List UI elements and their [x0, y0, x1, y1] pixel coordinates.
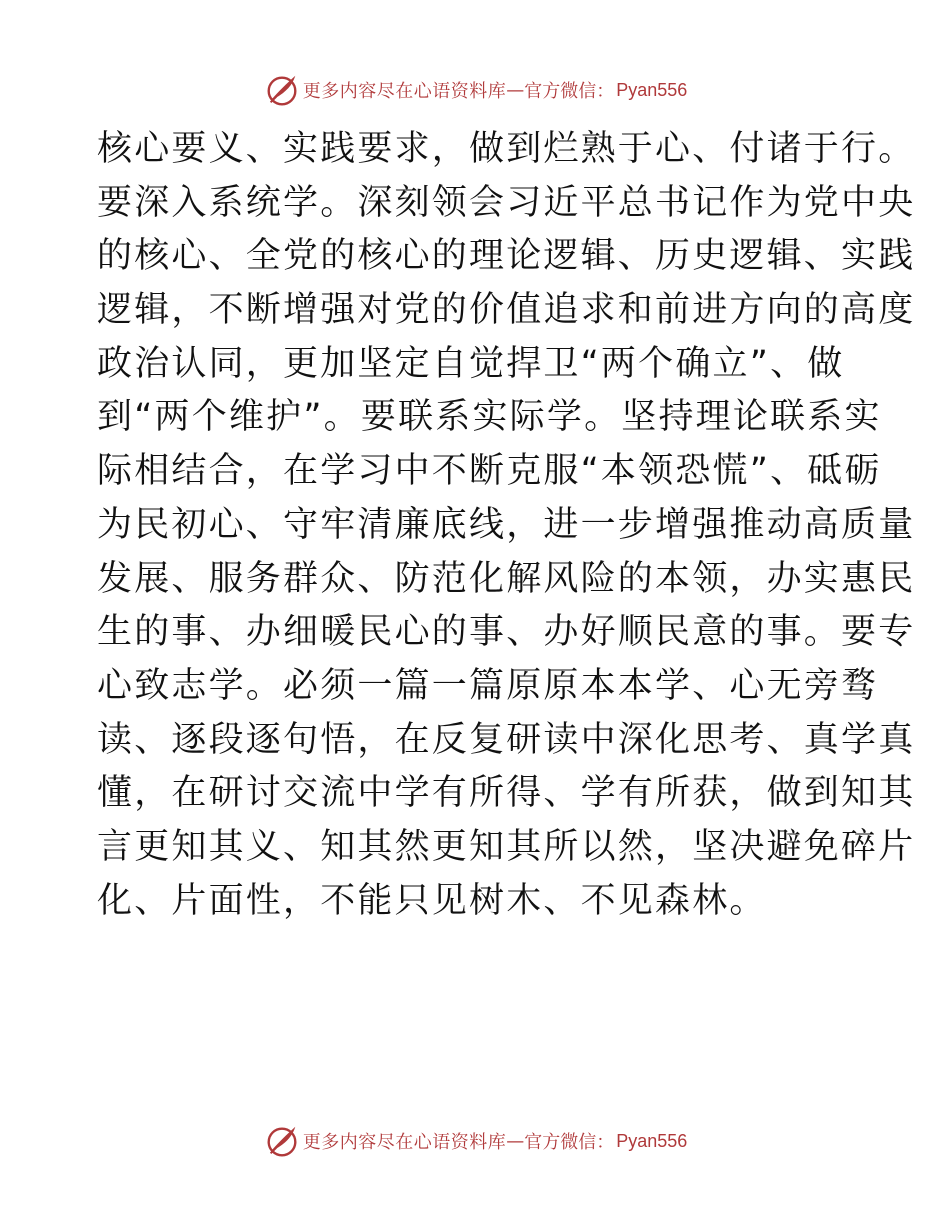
body-line: 生的事、办细暖民心的事、办好顺民意的事。要专 [97, 612, 916, 653]
watermark-wechat-label: 官方微信： [524, 1132, 615, 1153]
watermark-site-text: 更多内容尽在心语资料库 [302, 81, 507, 102]
body-line: 心致志学。必须一篇一篇原原本本学、心无旁骛 [97, 665, 879, 706]
body-line: 读、逐段逐句悟，在反复研读中深化思考、真学真 [97, 719, 916, 760]
body-line: 的核心、全党的核心的理论逻辑、历史逻辑、实践 [97, 236, 916, 277]
watermark-wechat-id: Pyan556 [616, 79, 688, 100]
footer-watermark [0, 1121, 950, 1161]
body-line: 发展、服务群众、防范化解风险的本领，办实惠民 [97, 558, 916, 599]
watermark-site-text: 更多内容尽在心语资料库 [302, 1132, 507, 1153]
body-line: 要深入系统学。深刻领会习近平总书记作为党中央 [97, 182, 916, 223]
body-line: 际相结合，在学习中不断克服“本领恐慌”、砥砺 [97, 451, 882, 492]
body-line: 言更知其义、知其然更知其所以然，坚决避免碎片 [97, 826, 916, 867]
watermark-wechat-label: 官方微信： [524, 81, 615, 102]
body-line: 化、片面性，不能只见树木、不见森林。 [97, 880, 767, 921]
document-body [97, 123, 916, 928]
quill-logo-icon [263, 71, 301, 109]
header-watermark [0, 70, 950, 110]
body-line: 核心要义、实践要求，做到烂熟于心、付诸于行。 [97, 129, 916, 169]
watermark-wechat-id: Pyan556 [616, 1130, 688, 1151]
watermark-separator: — [506, 1130, 525, 1152]
body-line: 为民初心、守牢清廉底线，进一步增强推动高质量 [97, 504, 916, 545]
quill-logo-icon [263, 1122, 301, 1160]
watermark-separator: — [506, 79, 525, 101]
body-line: 懂，在研讨交流中学有所得、学有所获，做到知其 [97, 773, 916, 814]
body-line: 到“两个维护”。要联系实际学。坚持理论联系实 [97, 397, 882, 438]
body-line: 政治认同，更加坚定自觉捍卫“两个确立”、做 [97, 343, 845, 384]
body-line: 逻辑，不断增强对党的价值追求和前进方向的高度 [97, 290, 916, 331]
